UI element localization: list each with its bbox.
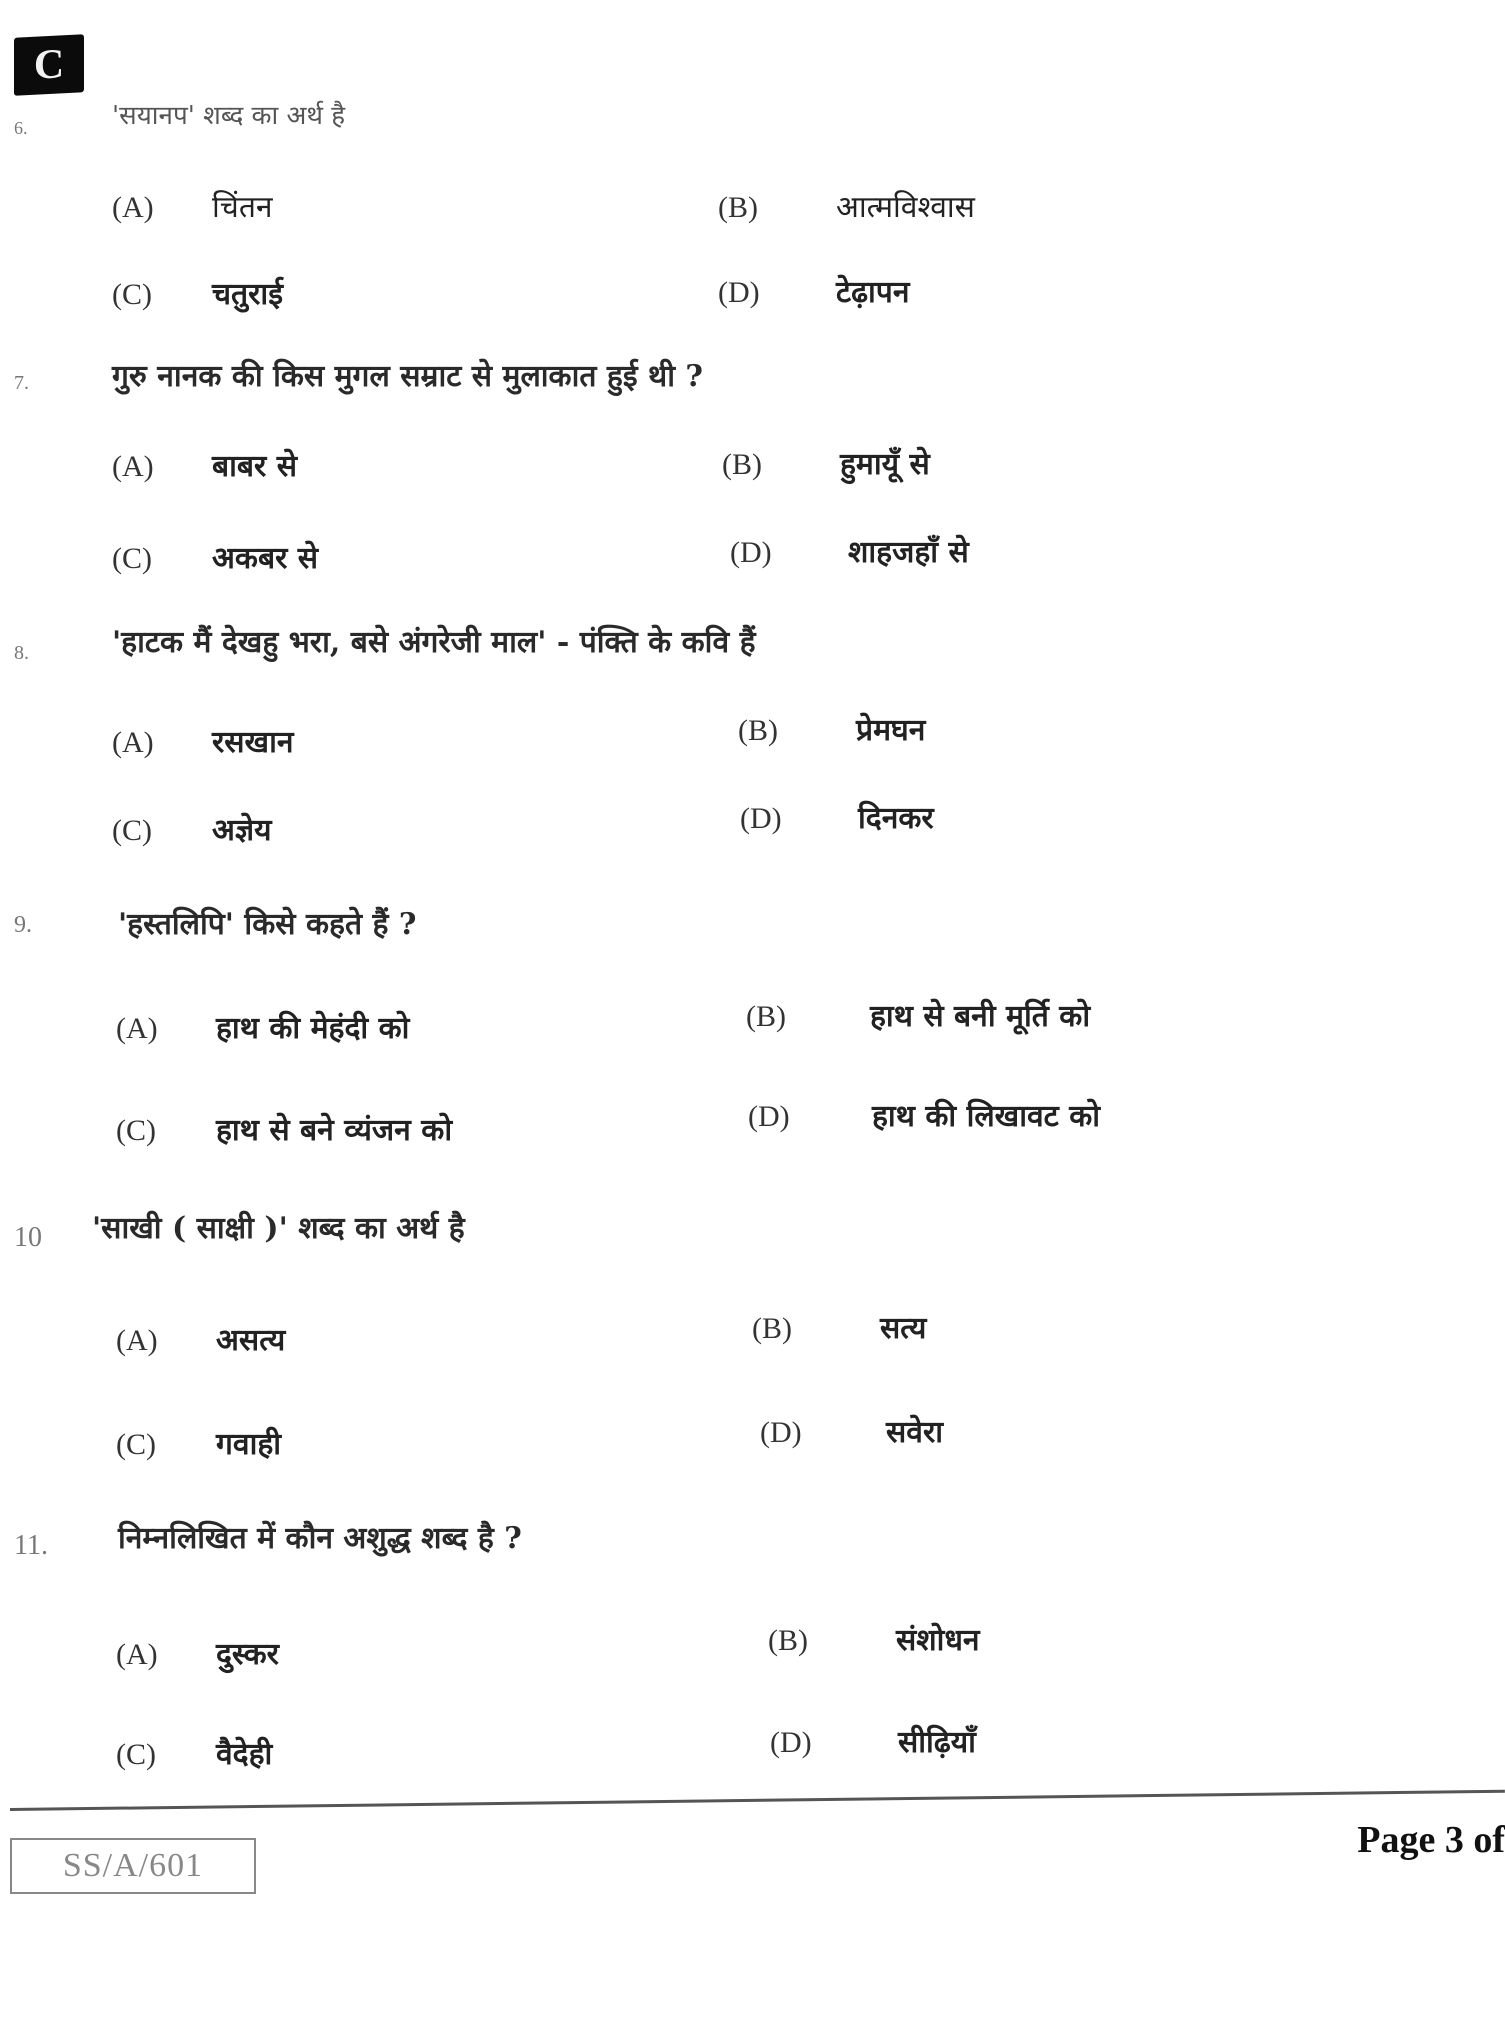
option-b[interactable]: [752, 1306, 926, 1347]
option-text: संशोधन: [896, 1623, 980, 1658]
option-text: हाथ से बनी मूर्ति को: [870, 999, 1091, 1034]
option-label: (B): [722, 448, 762, 481]
option-text: शाहजहाँ से: [848, 535, 969, 570]
option-text: गवाही: [216, 1427, 282, 1462]
question-number: 8.: [14, 642, 29, 664]
option-a[interactable]: [112, 444, 297, 485]
option-b[interactable]: [722, 442, 930, 483]
page-number: Page 3 of: [1357, 1819, 1505, 1861]
set-badge: C: [14, 34, 84, 96]
option-b[interactable]: [746, 994, 1090, 1035]
option-text: हाथ से बने व्यंजन को: [216, 1113, 453, 1148]
footer-divider: [10, 1790, 1505, 1811]
option-label: (D): [718, 276, 760, 309]
option-label: (A): [112, 191, 154, 224]
option-c[interactable]: [112, 808, 272, 849]
option-c[interactable]: [116, 1108, 452, 1149]
option-label: (A): [116, 1638, 158, 1671]
option-b[interactable]: [768, 1618, 980, 1659]
option-text: अकबर से: [212, 541, 319, 576]
option-label: (B): [768, 1624, 808, 1657]
question-text: 'साखी ( साक्षी )' शब्द का अर्थ है: [92, 1211, 465, 1246]
option-b[interactable]: [718, 185, 975, 226]
option-text: अज्ञेय: [212, 813, 272, 848]
question-text: निम्नलिखित में कौन अशुद्ध शब्द है ?: [118, 1521, 522, 1556]
option-label: (D): [740, 802, 782, 835]
option-label: (A): [116, 1324, 158, 1357]
question-number: 7.: [14, 372, 29, 394]
option-text: दिनकर: [858, 801, 934, 836]
option-text: वैदेही: [216, 1737, 273, 1772]
option-text: सत्य: [880, 1311, 927, 1346]
option-text: सवेरा: [886, 1415, 943, 1450]
option-d[interactable]: [730, 530, 969, 571]
option-d[interactable]: [748, 1094, 1100, 1135]
question-number: 6.: [14, 118, 28, 138]
question-text: गुरु नानक की किस मुगल सम्राट से मुलाकात हुई थी ?: [112, 359, 703, 394]
option-a[interactable]: [112, 720, 294, 761]
option-label: (C): [112, 542, 152, 575]
option-label: (C): [116, 1738, 156, 1771]
question-number: 10: [14, 1222, 42, 1253]
option-label: (A): [116, 1012, 158, 1045]
question-number: 9.: [14, 912, 32, 938]
option-d[interactable]: [740, 796, 934, 837]
option-text: हाथ की मेहंदी को: [216, 1011, 410, 1046]
option-label: (C): [116, 1114, 156, 1147]
option-label: (D): [760, 1416, 802, 1449]
option-text: आत्मविश्वास: [836, 190, 975, 225]
option-text: दुस्कर: [216, 1637, 279, 1672]
option-c[interactable]: [116, 1732, 272, 1773]
question-text: 'हाटक मैं देखहु भरा, बसे अंगरेजी माल' - पंक्ति के कवि हैं: [112, 625, 756, 660]
option-text: प्रेमघन: [856, 713, 926, 748]
option-c[interactable]: [112, 272, 283, 313]
option-c[interactable]: [116, 1422, 281, 1463]
option-label: (B): [752, 1312, 792, 1345]
option-text: टेढ़ापन: [836, 275, 910, 310]
option-d[interactable]: [760, 1410, 943, 1451]
option-label: (B): [718, 191, 758, 224]
option-label: (C): [112, 278, 152, 311]
option-text: हाथ की लिखावट को: [872, 1099, 1101, 1134]
option-label: (D): [770, 1726, 812, 1759]
option-label: (C): [116, 1428, 156, 1461]
option-text: चतुराई: [212, 277, 283, 312]
option-label: (A): [112, 726, 154, 759]
option-text: रसखान: [212, 725, 294, 760]
option-text: चिंतन: [212, 190, 273, 225]
option-a[interactable]: [116, 1006, 409, 1047]
option-text: हुमायूँ से: [840, 447, 930, 482]
option-a[interactable]: [116, 1318, 285, 1359]
option-label: (D): [730, 536, 772, 569]
question-number: 11.: [14, 1530, 48, 1561]
option-text: सीढ़ियाँ: [898, 1725, 976, 1760]
option-d[interactable]: [718, 270, 909, 311]
option-d[interactable]: [770, 1720, 976, 1761]
option-label: (D): [748, 1100, 790, 1133]
question-text: 'सयानप' शब्द का अर्थ है: [112, 101, 346, 131]
option-a[interactable]: [112, 185, 273, 226]
option-label: (B): [738, 714, 778, 747]
option-a[interactable]: [116, 1632, 279, 1673]
option-label: (B): [746, 1000, 786, 1033]
question-text: 'हस्तलिपि' किसे कहते हैं ?: [118, 907, 417, 942]
option-c[interactable]: [112, 536, 318, 577]
option-text: असत्य: [216, 1323, 286, 1358]
option-b[interactable]: [738, 708, 925, 749]
option-label: (A): [112, 450, 154, 483]
option-label: (C): [112, 814, 152, 847]
option-text: बाबर से: [212, 449, 298, 484]
paper-code: SS/A/601: [10, 1838, 256, 1894]
